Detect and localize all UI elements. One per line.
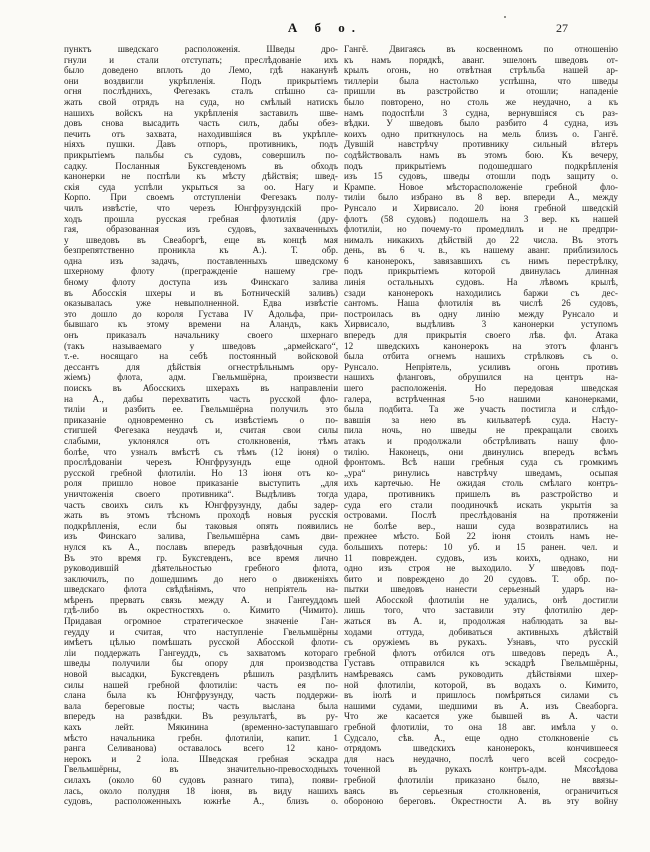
text-line: чилъ извѣстіе, что черезъ Юнгфрузундскій про- xyxy=(64,202,338,213)
text-line: роля пришло новое приказаніе выступить „для xyxy=(64,478,338,489)
text-line: Рунсало и Хирвисало. 20 іюня гребной шведскій xyxy=(344,202,618,213)
text-line: поискъ въ Абосскихъ шхерахъ въ направленіи xyxy=(64,383,338,393)
text-line: изъ Финскаго залива, Гвельмшёрна самъ дви- xyxy=(64,531,338,542)
text-line: оказывалась уже невыполненной. Едва извѣстіе xyxy=(64,298,338,309)
text-line: руководившій дѣятельностью гребного флота, xyxy=(64,563,338,574)
text-line: ваясь въ серьезныя столкновенія, ограничиться xyxy=(344,785,618,796)
text-line: прежнее мѣсто. Бой 22 іюня стоилъ намъ не- xyxy=(344,531,618,542)
text-line: заключилъ, по дошедшимъ до него о движеніяхъ xyxy=(64,573,338,584)
text-line: шего расположенія. Но передовая шведская xyxy=(344,383,618,393)
text-line: „ура“ ринулись навстрѣчу шведамъ, осыпая xyxy=(344,467,618,478)
text-line: Гвельмшёрны, въ значительно-превосходныхъ xyxy=(64,764,338,775)
text-line: довъ снова высадить часть силъ, дабы обез- xyxy=(64,118,338,129)
text-line: къ намъ порядкѣ, аванг. эшелонъ шведовъ от- xyxy=(344,54,618,65)
text-line: удара, противникъ пришелъ въ разстройство и xyxy=(344,488,618,499)
page-header xyxy=(0,20,650,38)
text-line: въ іюлѣ и пришлось помѣряться силами съ xyxy=(344,690,618,701)
text-line: намѣреваясь самъ руководить дѣйствіями шхер- xyxy=(344,669,618,680)
text-line: флотъ (58 судовъ) подошелъ на 3 вер. къ нашей xyxy=(344,213,618,224)
text-line: 12 шведскихъ канонерокъ на этотъ флангъ xyxy=(344,340,618,351)
text-line: атакъ и продолжали обстрѣливать нашу фло- xyxy=(344,435,618,446)
text-line: большихъ потерь: 10 уб. и 15 ранен. чел. и xyxy=(344,541,618,552)
text-line: прослѣдованіи черезъ Юнгфрузундъ еще одной xyxy=(64,457,338,468)
text-line: безпрепятственно проникла къ А.). Т. обр. xyxy=(64,245,338,256)
text-line: мѣсто начальника гребн. флотиліи, капит. 1 xyxy=(64,732,338,743)
text-line: онъ приказалъ начальнику своего шхернаго xyxy=(64,330,338,341)
text-line: подъ прикрытіемъ подошедшаго подкрѣпленія xyxy=(344,160,618,171)
text-line: шхерному флоту (прегражденіе нашему гре- xyxy=(64,266,338,277)
text-line: гребной флотиліи приказано было, не ввязы- xyxy=(344,774,618,785)
text-line: линія остальныхъ судовъ. На лѣвомъ крылѣ, xyxy=(344,277,618,288)
text-line: тиліи и разбить ее. Гвельмшёрна получилъ это xyxy=(64,404,338,415)
text-line: пила ночь, но шведы не прекращали своихъ xyxy=(344,425,618,436)
text-line: садку. Посланныя Буксгевденомъ въ обходъ xyxy=(64,160,338,171)
text-line: слана была къ Юнгфрузунду, часть поддержи- xyxy=(64,690,338,701)
text-line: впередъ для прикрытія своего лѣв. фл. Атака xyxy=(344,330,618,341)
text-line: была подбита. Та же участь постигла и слѣдо- xyxy=(344,404,618,415)
text-line: тиліи было избрано въ 8 вер. впереди А., между xyxy=(344,192,618,203)
text-line: т.-е. носящаго на себѣ постоянный войсковой xyxy=(64,351,338,362)
text-line: пунктъ шведскаго расположенія. Шведы дро- xyxy=(64,44,338,54)
text-line: подъ прикрытіемъ которой двинулась длинная xyxy=(344,266,618,277)
text-line: гребной флотъ отбился отъ шведовъ передъ А., xyxy=(344,647,618,658)
text-line: жать свой отрядъ на суда, но смѣлый натискъ xyxy=(64,96,338,107)
text-line: намъ подоспѣли 3 судна, вернувшіяся съ раз- xyxy=(344,107,618,118)
text-line: съ оружіемъ въ рукахъ. Узнавъ, что русскій xyxy=(344,637,618,648)
text-line: бному флоту доступа изъ Финскаго залива xyxy=(64,277,338,288)
text-line: крылъ огонь, но отвѣтная стрѣльба нашей ар- xyxy=(344,65,618,76)
text-line: на А., дабы перехватить часть русской фло- xyxy=(64,393,338,404)
text-line: шей Абосской флотиліи не удались, онѣ достигли xyxy=(344,594,618,605)
text-line: они воздвигли укрѣпленія. Подъ прикрытіемъ xyxy=(64,75,338,86)
text-line: жіемъ) флота, адм. Гвельмшёрна, произвести xyxy=(64,372,338,383)
text-line: вѣдки. У шведовъ было разбито 4 судна, изъ xyxy=(344,118,618,129)
text-line: нулся къ А., пославъ впередъ развѣдочныя суда. xyxy=(64,541,338,552)
text-line: обороною береговъ. Окрестности А. въ эту войну xyxy=(344,796,618,807)
text-line: ной флотиліи, которой, въ водахъ о. Кимито, xyxy=(344,679,618,690)
text-line: геудду и считая, что наступленіе Гвельмшёрны xyxy=(64,626,338,637)
text-line: сзади канонерокъ находились баржи съ дес- xyxy=(344,287,618,298)
text-line: 11 поврежден. судовъ, изъ коихъ, однако, ни xyxy=(344,552,618,563)
text-line: Корпо. При своемъ отступленіи Фегезакъ полу- xyxy=(64,192,338,203)
text-line: Что же касается уже бывшей въ А. части xyxy=(344,711,618,722)
text-line: одна изъ задачъ, поставленныхъ шведскому xyxy=(64,255,338,266)
text-line: флотиліи, но почему-то промедлилъ и не предпри- xyxy=(344,224,618,235)
text-line: вавшія за нею въ кильватерѣ суда. Насту- xyxy=(344,414,618,425)
running-head-title: А б о. xyxy=(287,20,363,35)
text-line: содѣйствовалъ намъ въ этомъ бою. Къ вечеру, xyxy=(344,149,618,160)
text-line: нималъ никакихъ дѣйствій до 22 числа. Въ этотъ xyxy=(344,234,618,245)
text-line: тиллеріи была настолько успѣшна, что шведы xyxy=(344,75,618,86)
text-column-left xyxy=(64,44,338,807)
text-line: Рунсало. Непріятель, усиливъ огонь противъ xyxy=(344,361,618,372)
page-number: 27 xyxy=(556,21,568,35)
text-line: тилію. Наконецъ, они двинулись впередъ всѣмъ xyxy=(344,446,618,457)
text-line: ходъ прошла русская гребная флотилія (дру- xyxy=(64,213,338,224)
text-line: ніяхъ пушки. Давъ отпоръ, противникъ, подъ xyxy=(64,139,338,150)
text-line: гнули и стали отступать; преслѣдованіе ихъ xyxy=(64,54,338,65)
text-line: стигшей Фегезака неудачѣ и, считая свои силы xyxy=(64,425,338,436)
text-line: изъ 15 судовъ, шведы отошли подъ защиту о. xyxy=(344,171,618,182)
text-line: ранга Селиванова) оставалось всего 12 кано- xyxy=(64,743,338,754)
text-line: вала береговые посты; часть выслана была xyxy=(64,700,338,711)
text-line: фронтомъ. Всѣ наши гребныя суда съ громкимъ xyxy=(344,457,618,468)
text-line: у шведовъ въ Свеаборгѣ, еще въ концѣ мая xyxy=(64,234,338,245)
text-line: ихъ картечью. Не ожидая столь смѣлаго контръ- xyxy=(344,478,618,489)
text-line: приказаніе одновременно съ извѣстіемъ о по- xyxy=(64,414,338,425)
text-line: имѣетъ цѣлью помѣшать русской Абосской флоти- xyxy=(64,637,338,648)
text-line: не болѣе вер., наши суда возвратились на xyxy=(344,520,618,531)
text-line: коихъ одно приткнулось на мель близъ о. Гангё. xyxy=(344,128,618,139)
text-line: русской гребной флотиліи. Но 13 іюня отъ ко- xyxy=(64,467,338,478)
text-line: мѣренъ прервать связь между А. и Гангеуддомъ xyxy=(64,594,338,605)
text-line: новой высадки, Буксгевденъ рѣшилъ раздѣлить xyxy=(64,669,338,680)
text-line: кахъ лейт. Мякинина (временно-заступавшаго xyxy=(64,722,338,732)
text-line: (такъ называемаго у шведовъ „армейскаго“, xyxy=(64,340,338,351)
text-line: въ Абосскія шхеры и въ Ботническій заливъ) xyxy=(64,287,338,298)
text-line: точенной въ рукахъ контръ-адм. Мясоѣдова xyxy=(344,764,618,775)
text-line: нерокъ и 2 іола. Шведская гребная эскадра xyxy=(64,753,338,764)
text-line: шведскаго флота свѣдѣніямъ, что непріятель на- xyxy=(64,584,338,595)
text-line: Хирвисало, выдѣливъ 3 канонерки уступомъ xyxy=(344,319,618,330)
text-line: часть своихъ силъ къ Юнгфрузунду, дабы задер- xyxy=(64,499,338,510)
text-line: нашихъ фланговъ, обрушился на центръ на- xyxy=(344,372,618,383)
text-line: уничтоженія своего противника“. Выдѣливъ тогда xyxy=(64,488,338,499)
text-line: нашими судами, шедшими въ А. изъ Свеаборга. xyxy=(344,700,618,711)
scan-speck xyxy=(504,16,506,18)
text-line: бито и повреждено до 20 судовъ. Т. обр. по- xyxy=(344,573,618,584)
text-line: бывшаго къ этому времени на Аландъ, какъ xyxy=(64,319,338,330)
text-line: жать въ этомъ тѣсномъ проходѣ новыя русскія xyxy=(64,510,338,521)
text-line: скія суда успѣли укрыться за оо. Нагу и xyxy=(64,181,338,192)
text-line: гдѣ-либо въ окрестностяхъ о. Кимито (Чимито). xyxy=(64,605,338,616)
text-line: впередъ на развѣдки. Въ результатѣ, въ ру- xyxy=(64,711,338,722)
text-line: одно изъ строя не выходило. У шведовъ под- xyxy=(344,563,618,574)
text-line: дессантъ для дѣйствія огнестрѣльнымъ ору- xyxy=(64,361,338,372)
text-line: ліи поддержать Гангеуддъ, съ захватомъ котораго xyxy=(64,647,338,658)
text-column-right xyxy=(344,44,618,807)
text-line: слабыми, уклонялся отъ столкновенія, тѣмъ xyxy=(64,435,338,446)
text-line: шведы получили бы опору для производства xyxy=(64,658,338,669)
text-line: судовъ, расположенныхъ южнѣе А., близъ о. xyxy=(64,796,338,807)
text-line: галера, встрѣченная 5-ю нашими канонерками, xyxy=(344,393,618,404)
text-line: это дошло до короля Густава IV Адольфа, при- xyxy=(64,308,338,319)
text-line: лась, около полудня 18 іюня, въ виду нашихъ xyxy=(64,785,338,796)
text-line: канонерки не поспѣли къ мѣсту дѣйствія; швед- xyxy=(64,171,338,182)
text-line: огня послѣднихъ, Фегезакъ сталъ спѣшно са- xyxy=(64,86,338,97)
text-line: прикрытіемъ пальбы съ судовъ, совершилъ по- xyxy=(64,149,338,160)
text-line: лишь того, что заставили эту флотилію дер- xyxy=(344,605,618,616)
text-line: Въ это время гр. Буксгевденъ, все время лично xyxy=(64,552,338,563)
text-line: болѣе, что узналъ вмѣстѣ съ тѣмъ (12 іюня) о xyxy=(64,446,338,457)
text-line: было повторено, но столь же неудачно, а къ xyxy=(344,96,618,107)
text-line: подкрѣпленія, если бы таковыя опять появились xyxy=(64,520,338,531)
text-line: для насъ неудачно, послѣ чего всей сосредо- xyxy=(344,753,618,764)
text-line: была отбита огнемъ нашихъ стрѣлковъ съ о. xyxy=(344,351,618,362)
text-line: гребной флотиліи, то она 18 авг. имѣла у о. xyxy=(344,722,618,732)
text-line: силахъ (около 60 судовъ разнаго типа), появи- xyxy=(64,774,338,785)
text-line: Судсало, сѣв. А., еще одно столкновеніе съ xyxy=(344,732,618,743)
text-line: островами. Послѣ преслѣдованія на протяженіи xyxy=(344,510,618,521)
text-line: Гангё. Двигаясь въ косвенномъ по отношенію xyxy=(344,44,618,54)
text-line: пытки шведовъ нанести серьезный ударъ на- xyxy=(344,584,618,595)
text-line: ходами оттуда, добиваться активныхъ дѣйствій xyxy=(344,626,618,637)
text-line: построилась въ одну линію между Рунсало и xyxy=(344,308,618,319)
text-line: было доведено вплоть до Лемо, гдѣ наканунѣ xyxy=(64,65,338,76)
text-line: суда его стали поодиночкѣ искать укрытія за xyxy=(344,499,618,510)
text-line: Придавая огромное стратегическое значеніе Ган- xyxy=(64,616,338,627)
text-line: отрядомъ шведскихъ канонерокъ, кончившееся xyxy=(344,743,618,754)
text-line: 6 канонерокъ, завязавшихъ съ нимъ перестрѣлку, xyxy=(344,255,618,266)
text-line: гая, образованная изъ судовъ, захваченныхъ xyxy=(64,224,338,235)
text-line: печить отъ захвата, находившіяся въ укрѣпле- xyxy=(64,128,338,139)
text-line: день, въ 6 ч. в., къ нашему аванг. приблизилось xyxy=(344,245,618,256)
text-line: сантомъ. Наша флотилія въ числѣ 26 судовъ, xyxy=(344,298,618,309)
text-line: жаться въ А. и, продолжая наблюдать за вы- xyxy=(344,616,618,627)
text-line: Густавъ отправился къ эскадрѣ Гвельмшёрны, xyxy=(344,658,618,669)
text-line: пришли въ разстройство и отошли; нападеніе xyxy=(344,86,618,97)
text-line: силы нашей гребной флотиліи: часть ея по- xyxy=(64,679,338,690)
text-line: нашихъ войскъ на укрѣпленія заставилъ шве- xyxy=(64,107,338,118)
text-line: Крампе. Новое мѣсторасположеніе гребной фло- xyxy=(344,181,618,192)
text-line: Дувшій навстрѣчу противнику сильный вѣтеръ xyxy=(344,139,618,150)
